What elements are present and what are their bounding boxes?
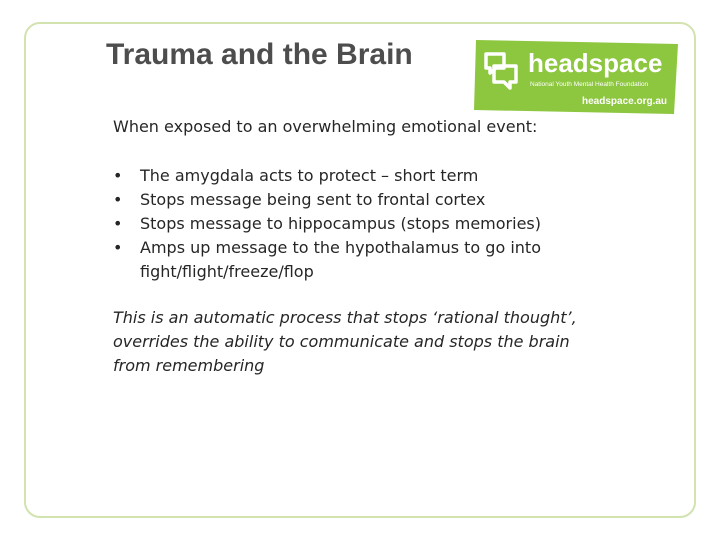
logo-tagline: National Youth Mental Health Foundation	[530, 81, 649, 88]
bullet-marker: •	[113, 238, 123, 257]
logo-url: headspace.org.au	[582, 96, 668, 107]
bullet-text: Stops message being sent to frontal cortex	[140, 190, 486, 209]
bullet-text: The amygdala acts to protect – short term	[140, 166, 479, 185]
list-item	[113, 164, 580, 188]
bullet-list	[113, 164, 580, 284]
list-item	[113, 188, 580, 212]
bullet-marker: •	[113, 166, 123, 185]
list-item	[113, 236, 580, 284]
bullet-marker: •	[113, 190, 123, 209]
bullet-marker: •	[113, 214, 123, 233]
headspace-logo	[472, 36, 682, 116]
bullet-text: Amps up message to the hypothalamus to go into fight/flight/freeze/flop	[140, 238, 541, 281]
intro-text: When exposed to an overwhelming emotional event:	[113, 117, 538, 136]
list-item	[113, 212, 580, 236]
closing-text: This is an automatic process that stops ‘rational thought’, overrides the ability to communicate and stops the brain from remembering	[113, 308, 577, 375]
slide-title: Trauma and the Brain	[106, 38, 413, 71]
logo-wordmark: headspace	[528, 48, 663, 78]
bullet-text: Stops message to hippocampus (stops memories)	[140, 214, 541, 233]
